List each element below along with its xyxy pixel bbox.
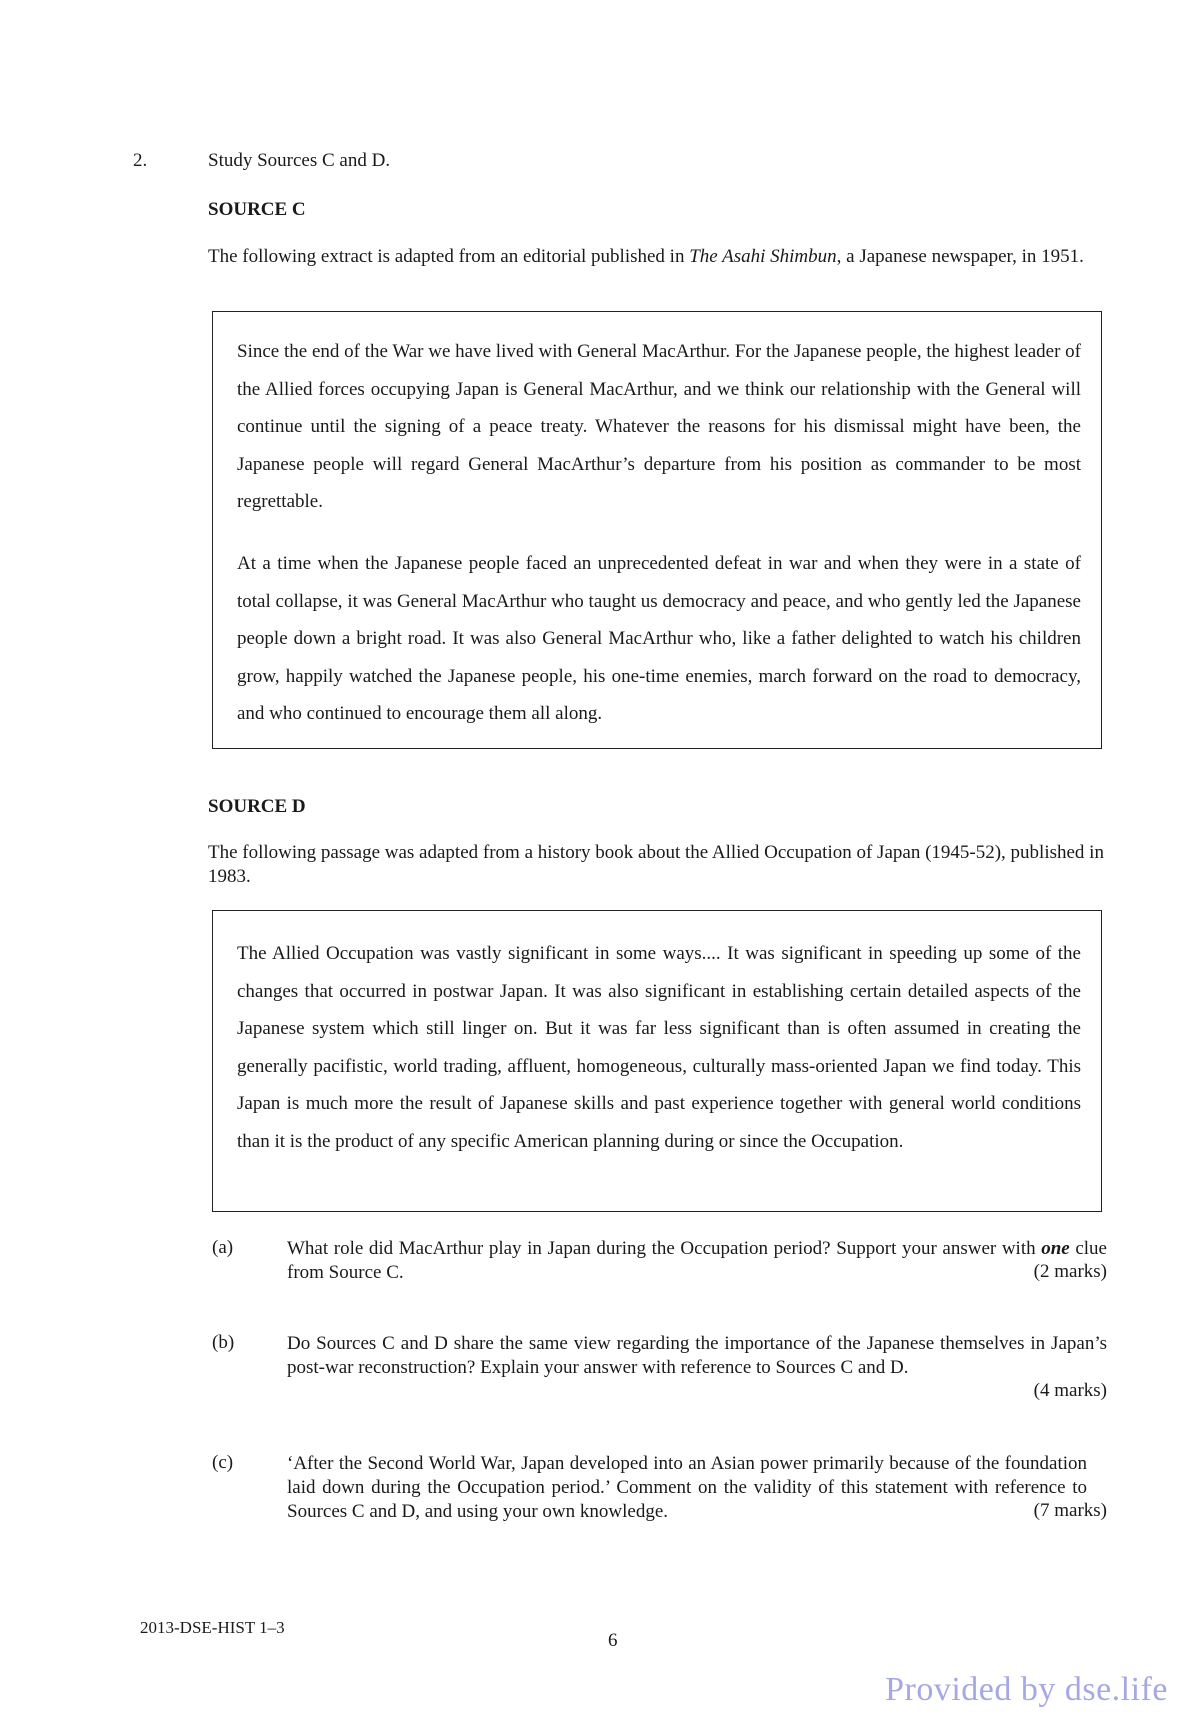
sub-question-a-label: (a) [212, 1237, 234, 1258]
source-c-intro-end: , a Japanese newspaper, in 1951. [836, 246, 1084, 267]
sub-question-c-marks: (7 marks) [1033, 1500, 1107, 1521]
source-c-paragraph: Since the end of the War we have lived with General MacArthur. For the Japanese people, the highest leader of the Allied forces occupying Japan is General MacArthur, and we think our relationship with the General will continue until the signing of a peace treaty. Whatever the reasons for his dismissal might have been, the Japanese people will regard General MacArthur’s departure from his position as commander to be most regrettable. [237, 341, 1081, 512]
source-d-intro: The following passage was adapted from a history book about the Allied Occupation of Japan (1945-52), published in 1983. [208, 842, 1104, 887]
source-c-newspaper-title: The Asahi Shimbun [689, 246, 837, 267]
source-c-intro-start: The following extract is adapted from an editorial published in [208, 246, 690, 267]
source-d-heading: SOURCE D [208, 796, 306, 817]
sub-question-c-label: (c) [212, 1452, 234, 1473]
sub-question-a-text [287, 1237, 1107, 1285]
question-intro: Study Sources C and D. [208, 150, 391, 171]
paper-code: 2013-DSE-HIST 1–3 [140, 1618, 285, 1637]
source-c-heading: SOURCE C [208, 199, 306, 220]
source-c-extract-box [212, 311, 1102, 749]
page-number: 6 [608, 1630, 618, 1651]
sub-question-a-emphasis: one [1041, 1238, 1070, 1259]
sub-question-b-label: (b) [212, 1332, 235, 1353]
sub-question-a-text-start: What role did MacArthur play in Japan during the Occupation period? Support your answer with [287, 1238, 1042, 1259]
sub-question-a-text-end: clue from Source C. [287, 1238, 1107, 1283]
sub-question-c-text: ‘After the Second World War, Japan developed into an Asian power primarily because of the foundation laid down during the Occupation period.’ Comment on the validity of this statement with reference to Sources C and D, and using your own knowledge. [287, 1453, 1087, 1522]
sub-question-b-marks: (4 marks) [1033, 1380, 1107, 1401]
question-number: 2. [133, 150, 148, 171]
sub-question-a-marks: (2 marks) [1033, 1261, 1107, 1282]
watermark: Provided by dse.life [885, 1671, 1168, 1708]
source-d-extract-box [212, 910, 1102, 1212]
sub-question-b-text: Do Sources C and D share the same view regarding the importance of the Japanese themselves in Japan’s post-war reconstruction? Explain your answer with reference to Sources C and D. [287, 1333, 1107, 1378]
source-c-paragraph: At a time when the Japanese people faced an unprecedented defeat in war and when they were in a state of total collapse, it was General MacArthur who taught us democracy and peace, and who gently led the Japanese people down a bright road. It was also General MacArthur who, like a father delighted to watch his children grow, happily watched the Japanese people, his one-time enemies, march forward on the road to democracy, and who continued to encourage them all along. [237, 553, 1081, 724]
source-c-intro [208, 245, 1108, 269]
source-d-paragraph: The Allied Occupation was vastly significant in some ways.... It was significant in speeding up some of the changes that occurred in postwar Japan. It was also significant in establishing certain detailed aspects of the Japanese system which still linger on. But it was far less significant than is often assumed in creating the generally pacifistic, world trading, affluent, homogeneous, culturally mass-oriented Japan we find today. This Japan is much more the result of Japanese skills and past experience together with general world conditions than it is the product of any specific American planning during or since the Occupation. [237, 943, 1081, 1152]
